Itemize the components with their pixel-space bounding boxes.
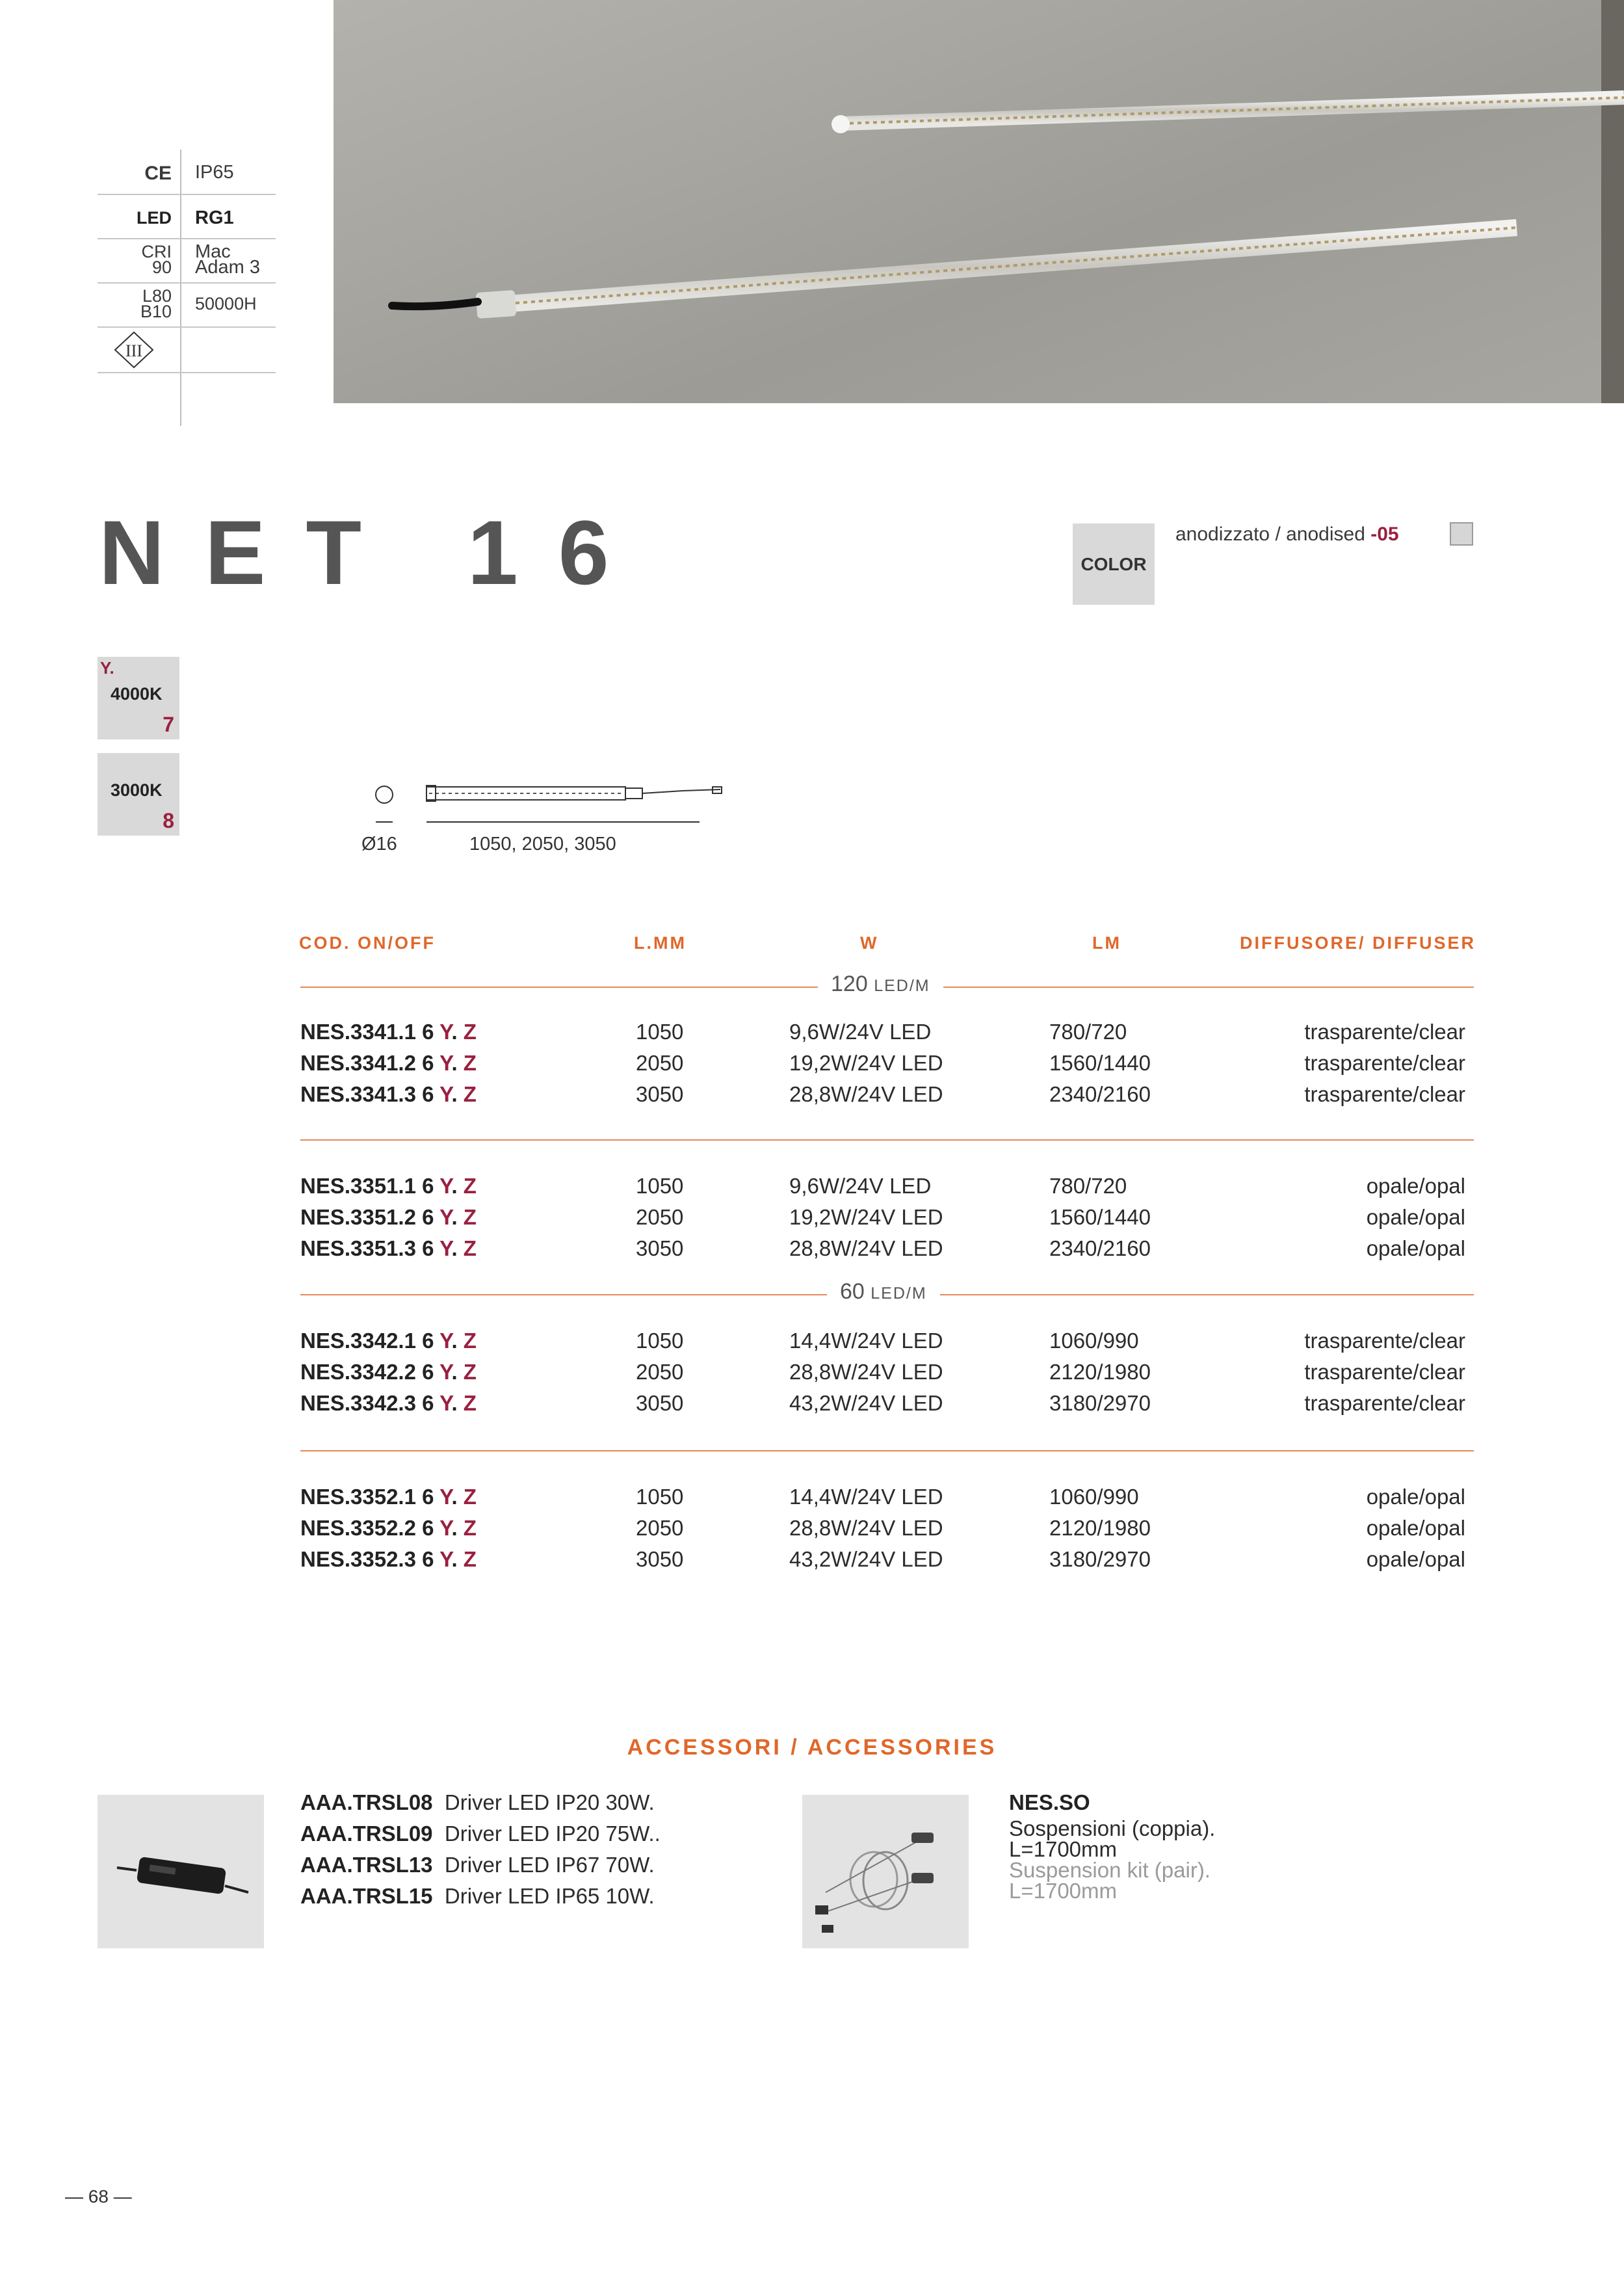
suspension-it-1: Sospensioni (coppia). bbox=[1009, 1816, 1216, 1840]
header-watt: W bbox=[860, 933, 879, 953]
product-length: 2050 bbox=[636, 1360, 684, 1384]
product-length: 3050 bbox=[636, 1236, 684, 1260]
suspension-kit-icon bbox=[802, 1795, 969, 1948]
product-diffuser: opale/opal bbox=[1366, 1174, 1465, 1198]
product-diffuser: trasparente/clear bbox=[1304, 1020, 1465, 1044]
product-length: 1050 bbox=[636, 1329, 684, 1353]
suspension-image bbox=[802, 1795, 969, 1948]
product-length: 2050 bbox=[636, 1205, 684, 1229]
finish-text: anodizzato / anodised bbox=[1175, 523, 1365, 545]
product-watt: 14,4W/24V LED bbox=[789, 1329, 943, 1353]
lifetime-hours: 50000H bbox=[195, 294, 257, 313]
suspension-en-1: Suspension kit (pair). bbox=[1009, 1858, 1211, 1882]
product-code: NES.3351.1 6 Y. Z bbox=[300, 1174, 477, 1198]
product-photo-illustration bbox=[334, 0, 1624, 403]
product-watt: 28,8W/24V LED bbox=[789, 1236, 943, 1260]
product-diffuser: trasparente/clear bbox=[1304, 1051, 1465, 1075]
product-watt: 19,2W/24V LED bbox=[789, 1051, 943, 1075]
product-lumen: 780/720 bbox=[1049, 1174, 1127, 1198]
driver-item: AAA.TRSL15 Driver LED IP65 10W. bbox=[300, 1884, 655, 1908]
product-photo bbox=[334, 0, 1624, 403]
finish-code: -05 bbox=[1370, 523, 1399, 545]
product-lumen: 1060/990 bbox=[1049, 1485, 1139, 1509]
driver-item: AAA.TRSL08 Driver LED IP20 30W. bbox=[300, 1790, 655, 1814]
ce-mark-icon: CE bbox=[144, 163, 172, 184]
cct-temp: 3000K bbox=[111, 780, 163, 800]
product-diffuser: trasparente/clear bbox=[1304, 1329, 1465, 1353]
led-value: RG1 bbox=[195, 207, 234, 228]
finish-option bbox=[1175, 523, 1399, 546]
group-separator bbox=[300, 1139, 1474, 1141]
header-diffuser: DIFFUSORE/ DIFFUSER bbox=[1239, 933, 1476, 953]
product-length: 1050 bbox=[636, 1020, 684, 1044]
ip-rating: IP65 bbox=[195, 162, 234, 183]
spec-row-ip bbox=[98, 150, 276, 195]
product-diffuser: opale/opal bbox=[1366, 1485, 1465, 1509]
macadam-value: Adam 3 bbox=[195, 257, 260, 278]
product-watt: 43,2W/24V LED bbox=[789, 1547, 943, 1571]
class-iii-icon bbox=[113, 330, 155, 369]
cct-number: 8 bbox=[163, 809, 174, 832]
suspension-text bbox=[1009, 1787, 1215, 1901]
product-lumen: 2120/1980 bbox=[1049, 1516, 1151, 1540]
product-watt: 9,6W/24V LED bbox=[789, 1020, 932, 1044]
page-number: — 68 — bbox=[65, 2186, 132, 2206]
cct-box-4000k bbox=[98, 657, 179, 739]
product-length: 3050 bbox=[636, 1391, 684, 1415]
product-diffuser: trasparente/clear bbox=[1304, 1082, 1465, 1106]
section-value: 120 bbox=[831, 972, 868, 996]
svg-text:III: III bbox=[125, 341, 142, 360]
product-lumen: 2120/1980 bbox=[1049, 1360, 1151, 1384]
product-length: 3050 bbox=[636, 1547, 684, 1571]
product-lumen: 2340/2160 bbox=[1049, 1236, 1151, 1260]
product-diffuser: trasparente/clear bbox=[1304, 1391, 1465, 1415]
cct-code: Y. bbox=[100, 658, 114, 678]
product-watt: 9,6W/24V LED bbox=[789, 1174, 932, 1198]
product-diffuser: opale/opal bbox=[1366, 1547, 1465, 1571]
product-code: NES.3341.1 6 Y. Z bbox=[300, 1020, 477, 1044]
product-code: NES.3342.3 6 Y. Z bbox=[300, 1391, 477, 1415]
product-lumen: 3180/2970 bbox=[1049, 1547, 1151, 1571]
product-lumen: 1560/1440 bbox=[1049, 1205, 1151, 1229]
product-diffuser: opale/opal bbox=[1366, 1205, 1465, 1229]
product-watt: 43,2W/24V LED bbox=[789, 1391, 943, 1415]
b10-label: B10 bbox=[140, 302, 172, 321]
suspension-en-2: L=1700mm bbox=[1009, 1879, 1118, 1903]
product-watt: 19,2W/24V LED bbox=[789, 1205, 943, 1229]
product-lumen: 1060/990 bbox=[1049, 1329, 1139, 1353]
section-label-120 bbox=[818, 972, 943, 997]
section-label-60 bbox=[827, 1279, 940, 1305]
product-code: NES.3351.2 6 Y. Z bbox=[300, 1205, 477, 1229]
product-title: NET 16 bbox=[99, 501, 649, 603]
product-watt: 28,8W/24V LED bbox=[789, 1082, 943, 1106]
driver-item: AAA.TRSL13 Driver LED IP67 70W. bbox=[300, 1853, 655, 1877]
l80-label: L80 bbox=[142, 286, 172, 306]
spec-row-led bbox=[98, 194, 276, 239]
product-watt: 28,8W/24V LED bbox=[789, 1516, 943, 1540]
driver-item: AAA.TRSL09 Driver LED IP20 75W.. bbox=[300, 1821, 661, 1846]
product-length: 2050 bbox=[636, 1516, 684, 1540]
product-code: NES.3342.1 6 Y. Z bbox=[300, 1329, 477, 1353]
product-code: NES.3352.3 6 Y. Z bbox=[300, 1547, 477, 1571]
cct-number: 7 bbox=[163, 713, 174, 736]
spec-row-lifetime bbox=[98, 282, 276, 328]
spec-row-class bbox=[98, 326, 276, 373]
cct-box-3000k bbox=[98, 753, 179, 836]
product-watt: 14,4W/24V LED bbox=[789, 1485, 943, 1509]
product-watt: 28,8W/24V LED bbox=[789, 1360, 943, 1384]
product-diffuser: opale/opal bbox=[1366, 1236, 1465, 1260]
led-label: LED bbox=[137, 208, 172, 228]
driver-icon bbox=[98, 1795, 264, 1948]
color-label: COLOR bbox=[1080, 554, 1147, 574]
header-length: L.MM bbox=[634, 933, 687, 953]
accessories-title: ACCESSORI / ACCESSORIES bbox=[627, 1735, 997, 1760]
product-lumen: 3180/2970 bbox=[1049, 1391, 1151, 1415]
driver-image bbox=[98, 1795, 264, 1948]
product-code: NES.3351.3 6 Y. Z bbox=[300, 1236, 477, 1260]
product-lumen: 780/720 bbox=[1049, 1020, 1127, 1044]
product-code: NES.3342.2 6 Y. Z bbox=[300, 1360, 477, 1384]
product-code: NES.3352.1 6 Y. Z bbox=[300, 1485, 477, 1509]
cri-label: CRI bbox=[141, 242, 172, 261]
product-length: 3050 bbox=[636, 1082, 684, 1106]
section-unit: LED/M bbox=[874, 977, 930, 995]
lengths-label: 1050, 2050, 3050 bbox=[469, 834, 616, 854]
product-code: NES.3352.2 6 Y. Z bbox=[300, 1516, 477, 1540]
spec-row-cri bbox=[98, 238, 276, 284]
header-code: COD. ON/OFF bbox=[299, 933, 436, 953]
cri-value: 90 bbox=[151, 258, 172, 277]
suspension-code: NES.SO bbox=[1009, 1790, 1090, 1814]
section-value: 60 bbox=[840, 1279, 865, 1304]
section-unit: LED/M bbox=[871, 1284, 927, 1303]
product-code: NES.3341.3 6 Y. Z bbox=[300, 1082, 477, 1106]
driver-list bbox=[300, 1787, 661, 1912]
technical-drawing bbox=[364, 774, 728, 826]
finish-swatch bbox=[1450, 522, 1473, 546]
group-separator bbox=[300, 1450, 1474, 1451]
product-lumen: 2340/2160 bbox=[1049, 1082, 1151, 1106]
cct-temp: 4000K bbox=[111, 684, 163, 704]
product-length: 1050 bbox=[636, 1174, 684, 1198]
macadam-label: Mac bbox=[195, 241, 231, 262]
suspension-it-2: L=1700mm bbox=[1009, 1837, 1118, 1861]
product-length: 1050 bbox=[636, 1485, 684, 1509]
product-code: NES.3341.2 6 Y. Z bbox=[300, 1051, 477, 1075]
header-lumen: LM bbox=[1092, 933, 1121, 953]
diameter-label: Ø16 bbox=[361, 834, 397, 854]
product-length: 2050 bbox=[636, 1051, 684, 1075]
product-lumen: 1560/1440 bbox=[1049, 1051, 1151, 1075]
product-diffuser: opale/opal bbox=[1366, 1516, 1465, 1540]
product-diffuser: trasparente/clear bbox=[1304, 1360, 1465, 1384]
